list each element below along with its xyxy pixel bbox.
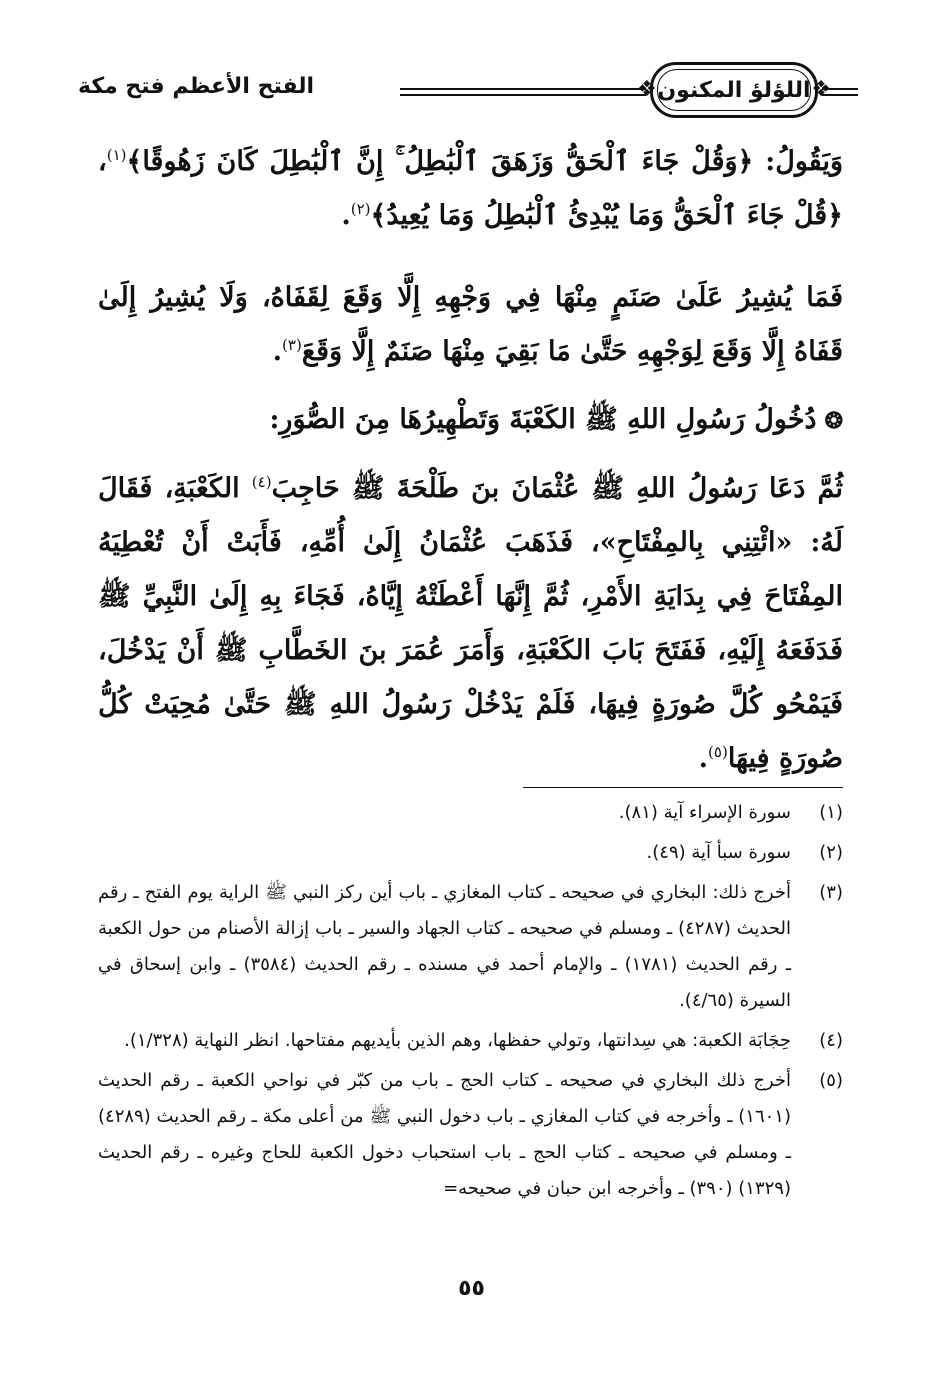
p1-mid: ، ﴿قُلْ جَاءَ ٱلْحَقُّ وَمَا يُبْدِئُ ٱلْبَٰطِلُ وَمَا يُعِيدُ﴾ [98,146,843,231]
footnote-text: حِجَابَة الكعبة: هي سِدانتها، وتولي حفظها، وهم الذين بأيديهم مفتاحها. انظر النهاية (١/٣٢٨). [124,1030,791,1051]
p3-text-a: ثُمَّ دَعَا رَسُولُ اللهِ ﷺ عُثْمَانَ بنَ طَلْحَةَ ﷺ حَاجِبَ [271,473,844,504]
footnote-text: أخرج ذلك: البخاري في صحيحه ـ كتاب المغازي ـ باب أين ركز النبي ﷺ الراية يوم الفتح ـ رقم الحديث (٤٢٨٧) ـ ومسلم في صحيحه ـ كتاب الجهاد والسير ـ باب إزالة الأصنام من حول الكعبة ـ رقم الحديث (١٧٨١) ـ والإمام أحمد في مسنده ـ رقم الحديث (٣٥٨٤) ـ وابن إسحاق في السيرة (٤/٦٥). [98,882,791,1011]
section-heading [98,393,843,448]
header-rule-middle [400,88,646,96]
footnote-2 [98,835,843,871]
book-title-cartouche [637,62,831,118]
p1-end: . [341,200,351,231]
footnote-number: (٢) [819,842,843,863]
paragraph-3 [98,462,843,786]
p3-text-b: الكَعْبَةِ، فَقَالَ لَهُ: «ائْتِنِي بِالمِفْتَاحِ»، فَذَهَبَ عُثْمَانُ إِلَىٰ أُمِّهِ، فَأَبَتْ أَنْ تُعْطِيَهُ المِفْتَاحَ فِي بِدَايَةِ الأَمْرِ، ثُمَّ إِنَّهَا أَعْطَتْهُ إِيَّاهُ، فَجَاءَ بِهِ إِلَىٰ النَّبِيِّ ﷺ فَدَفَعَهُ إِلَيْهِ، فَفَتَحَ بَابَ الكَعْبَةِ، وَأَمَرَ عُمَرَ بنَ الخَطَّابِ ﷺ أَنْ يَدْخُلَ، فَيَمْحُو كُلَّ صُورَةٍ فِيهَا، فَلَمْ يَدْخُلْ رَسُولُ اللهِ ﷺ حَتَّىٰ مُحِيَتْ كُلُّ صُورَةٍ فِيهَا [98,473,843,774]
paragraph-1 [98,135,843,243]
footnote-number: (٣) [819,882,843,903]
footnotes [98,795,843,1211]
p2-text: فَمَا يُشِيرُ عَلَىٰ صَنَمٍ مِنْهَا فِي وَجْهِهِ إِلَّا وَقَعَ لِقَفَاهُ، وَلَا يُشِيرُ إِلَىٰ قَفَاهُ إِلَّا وَقَعَ لِوَجْهِهِ حَتَّىٰ مَا بَقِيَ مِنْهَا صَنَمٌ إِلَّا وَقَعَ [98,282,843,367]
footnote-separator [523,787,843,788]
footnote-number: (٥) [819,1070,843,1091]
footnote-text: أخرج ذلك البخاري في صحيحه ـ كتاب الحج ـ باب من كبّر في نواحي الكعبة ـ رقم الحديث (١٦٠١) ـ وأخرجه في كتاب المغازي ـ باب دخول النبي ﷺ من أعلى مكة ـ رقم الحديث (٤٢٨٩) ـ ومسلم في صحيحه ـ كتاب الحج ـ باب استحباب دخول الكعبة للحاج وغيره ـ رقم الحديث (١٣٢٩) (٣٩٠) ـ وأخرجه ابن حبان في صحيحه= [98,1070,791,1199]
p3-end: . [698,743,709,774]
footnote-4 [98,1023,843,1059]
footnote-3 [98,875,843,1019]
footnote-number: (١) [819,802,843,823]
page-number: ٥٥ [458,1276,485,1301]
footnote-text: سورة الإسراء آية (٨١). [618,802,791,823]
paragraph-2 [98,271,843,379]
footnote-ref-1: (١) [106,146,127,164]
heading-text: دُخُولُ رَسُولِ اللهِ ﷺ الكَعْبَةَ وَتَطْهِيرُهَا مِنَ الصُّوَرِ: [269,404,817,435]
footnote-ref-5: (٥) [708,743,728,761]
footnote-ref-2: (٢) [350,200,371,218]
footnote-number: (٤) [819,1030,843,1051]
ornament-left-icon: ❖ [637,77,657,102]
heading-bullet-icon: ❂ [824,408,843,434]
footnote-ref-4: (٤) [251,473,272,491]
ornament-right-icon: ❖ [811,77,831,102]
main-text [98,135,843,786]
footnote-1 [98,795,843,831]
chapter-title: الفتح الأعظم فتح مكة [78,74,315,99]
p2-end: . [272,336,283,367]
footnote-text: سورة سبأ آية (٤٩). [646,842,791,863]
footnote-ref-3: (٣) [282,336,302,354]
p1-text: وَيَقُولُ: ﴿وَقُلْ جَاءَ ٱلْحَقُّ وَزَهَقَ ٱلْبَٰطِلُ ۚ إِنَّ ٱلْبَٰطِلَ كَانَ زَهُوقًا﴾ [126,146,843,177]
running-header [78,60,868,124]
book-title: اللؤلؤ المكنون [657,78,811,103]
footnote-5 [98,1063,843,1207]
